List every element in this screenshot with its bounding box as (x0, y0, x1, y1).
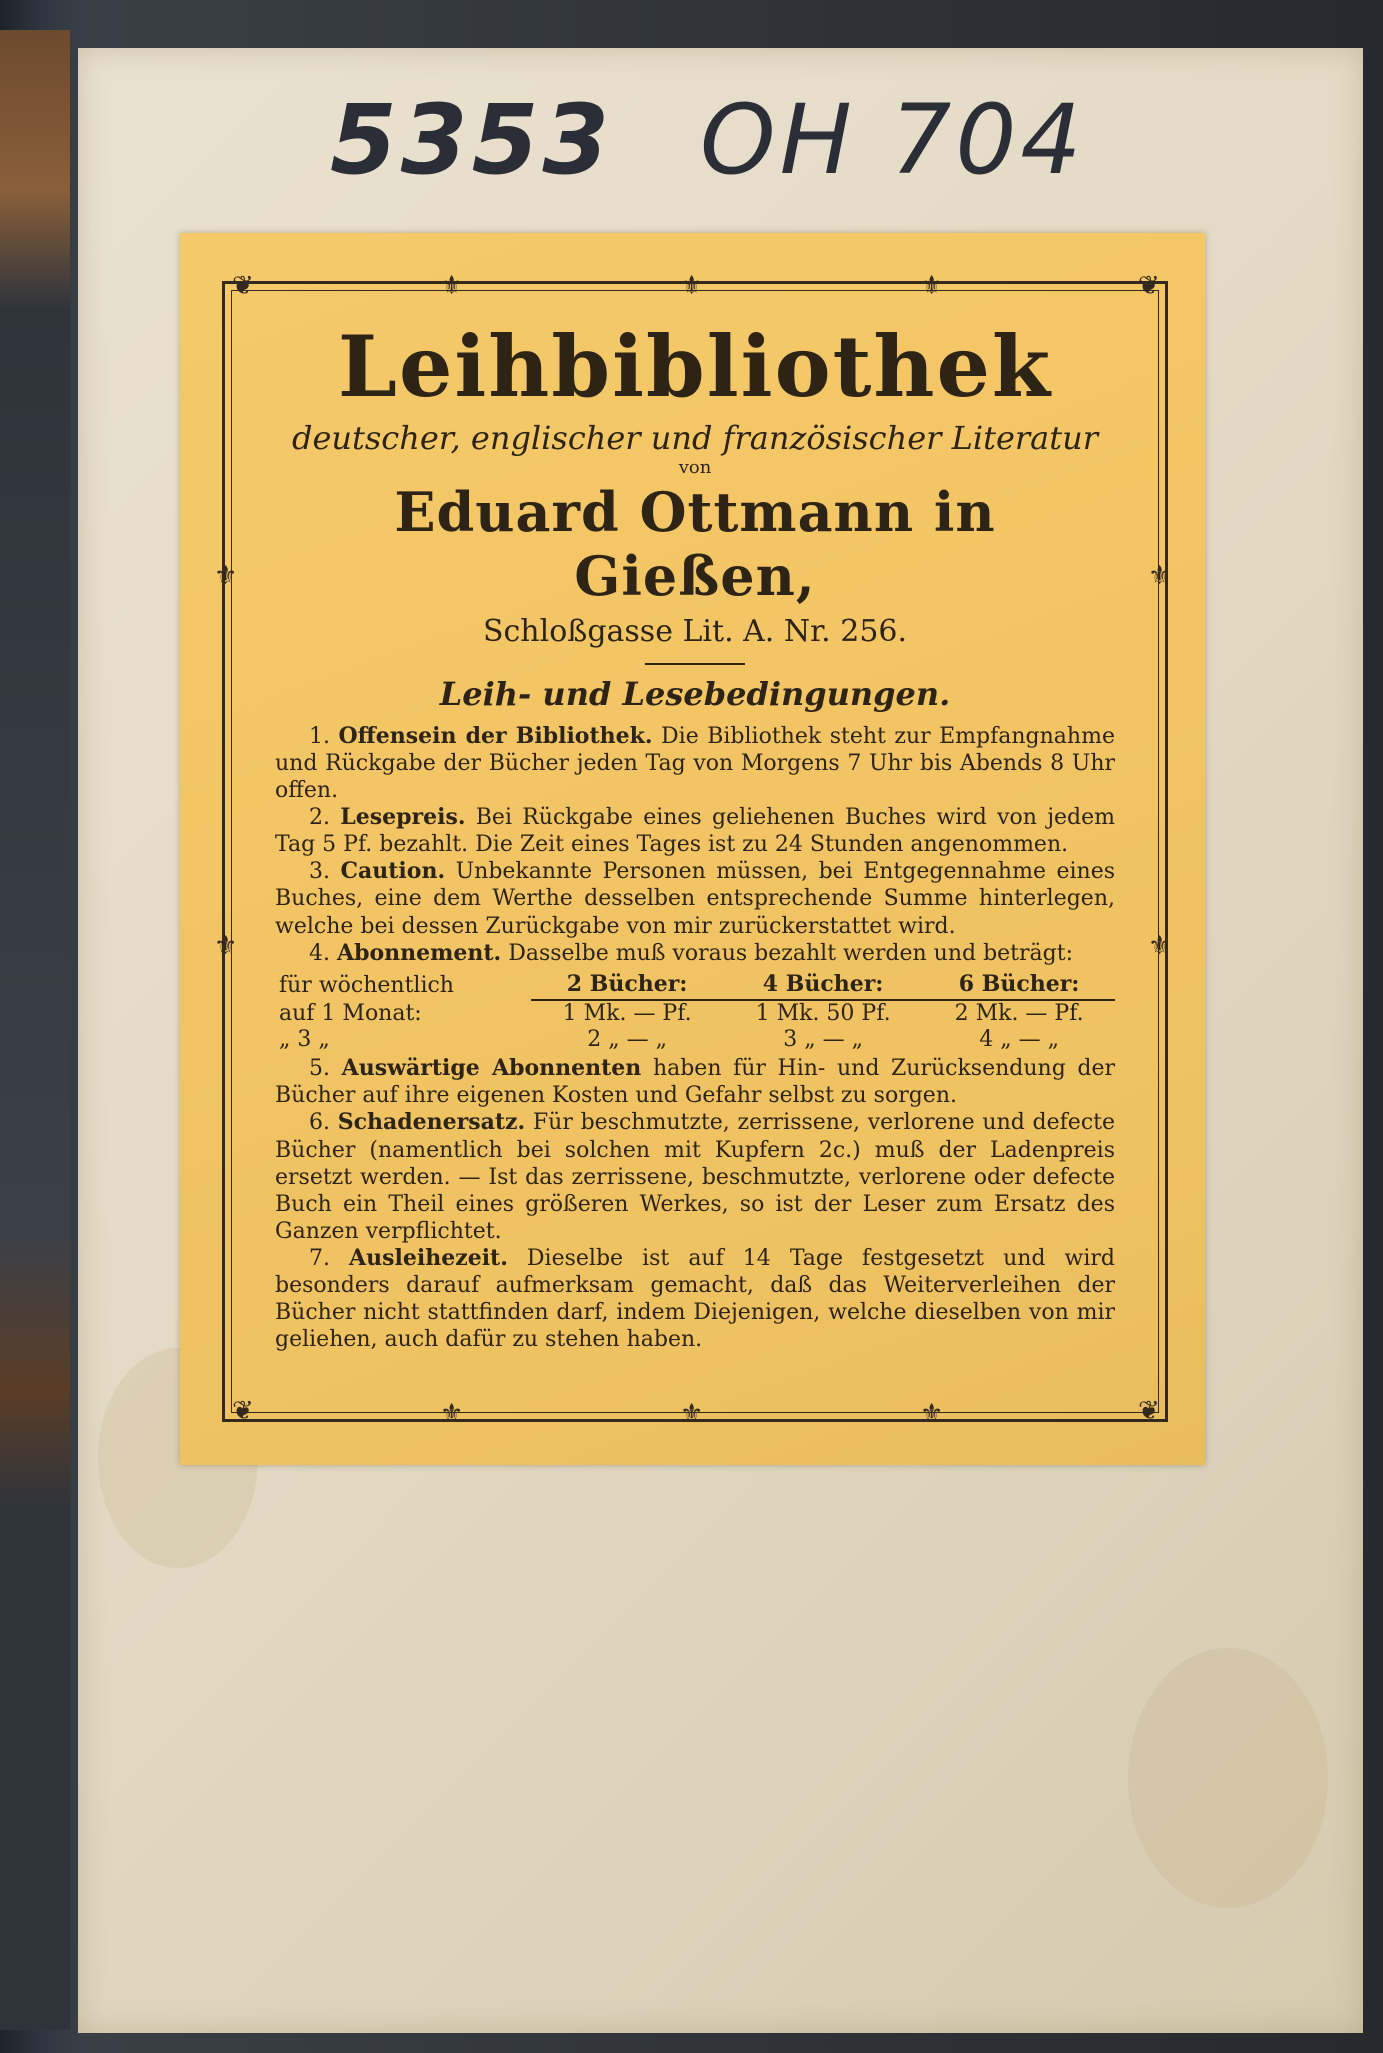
corner-ornament-icon: ❦ (1138, 271, 1160, 301)
flourish-icon: ⚜ (214, 561, 238, 591)
flourish-icon: ⚜ (920, 1399, 944, 1429)
handwritten-call-number: OH 704 (700, 84, 1086, 196)
handwritten-shelf-number: 5353 (330, 84, 614, 196)
library-owner: Eduard Ottmann in Gießen, (394, 480, 996, 609)
conditions-heading: Leih- und Lesebedingungen. (439, 675, 951, 714)
table-header-row (275, 971, 1115, 1000)
flourish-icon: ⚜ (680, 271, 704, 301)
flourish-icon: ⚜ (680, 1399, 704, 1429)
label-text (275, 317, 1116, 1353)
flourish-icon: ⚜ (440, 271, 464, 301)
rule-item: 5. Auswärtige Abonnenten haben für Hin- und Zurücksendung der Bücher auf ihre eigenen Kosten und Gefahr selbst zu sorgen. (275, 1055, 1116, 1109)
corner-ornament-icon: ❦ (1138, 1396, 1160, 1426)
rule-item: 7. Ausleihezeit. Dieselbe ist auf 14 Tage festgesetzt und wird besonders darauf aufmerksam gemacht, daß das Weiterverleihen der Bücher nicht stattfinden darf, indem Diejenigen, welche dieselben von mir geliehen, auch dafür zu stehen haben. (275, 1244, 1115, 1352)
rule-item: 2. Lesepreis. Bei Rückgabe eines geliehenen Buches wird von jedem Tag 5 Pf. bezahlt. Die Zeit eines Tages ist zu 24 Stunden angenommen. (275, 804, 1115, 858)
column-header: 4 Bücher: (723, 971, 923, 1000)
flourish-icon: ⚜ (214, 931, 238, 961)
table-row: auf 1 Monat: 1 Mk. — Pf. 1 Mk. 50 Pf. 2 Mk. — Pf. (279, 1000, 1084, 1026)
table-row-label: für wöchentlich (279, 973, 454, 999)
label-subtitle: deutscher, englischer und französischer Literatur (291, 419, 1099, 458)
flourish-icon: ⚜ (920, 271, 944, 301)
rule-item: 6. Schadenersatz. Für beschmutzte, zerrissene, verlorene und defecte Bücher (namentlich bei solchen mit Kupfern 2c.) muß der Ladenpreis ersetzt werden. — Ist das zerrissene, beschmutzte, verlorene oder defecte Buch ein Theil eines größeren Werkes, so ist der Leser zum Ersatz des Ganzen verpflichtet. (275, 1109, 1115, 1244)
rule-item: 4. Abonnement. Dasselbe muß voraus bezahlt werden und beträgt: (309, 939, 1073, 966)
library-address: Schloßgasse Lit. A. Nr. 256. (482, 614, 908, 650)
flourish-icon: ⚜ (1148, 931, 1172, 961)
rule-item: 1. Offensein der Bibliothek. Die Bibliothek steht zur Empfangnahme und Rückgabe der Bücher jeden Tag von Morgens 7 Uhr bis Abends 8 Uhr offen. (275, 723, 1115, 804)
corner-ornament-icon: ❦ (232, 1396, 254, 1426)
column-header: 6 Bücher: (923, 971, 1115, 1000)
rule-item: 3. Caution. Unbekannte Personen müssen, bei Entgegennahme eines Buches, eine dem Werthe desselben entsprechende Summe hinterlegen, welche bei dessen Zurückgabe von mir zurückerstattet wird. (275, 858, 1115, 939)
flourish-icon: ⚜ (440, 1399, 464, 1429)
label-title: Leihbibliothek (337, 317, 1053, 416)
paper-stain (1128, 1648, 1328, 1908)
flourish-icon: ⚜ (1148, 561, 1172, 591)
cover-edge (0, 30, 70, 2030)
column-header: 2 Bücher: (531, 971, 723, 1000)
label-von: von (678, 457, 712, 479)
table-row: „ 3 „ 2 „ — „ 3 „ — „ 4 „ — „ (279, 1027, 1059, 1052)
corner-ornament-icon: ❦ (232, 271, 254, 301)
library-bookplate-label (180, 233, 1205, 1465)
price-table (275, 971, 1115, 1054)
divider (645, 663, 745, 665)
